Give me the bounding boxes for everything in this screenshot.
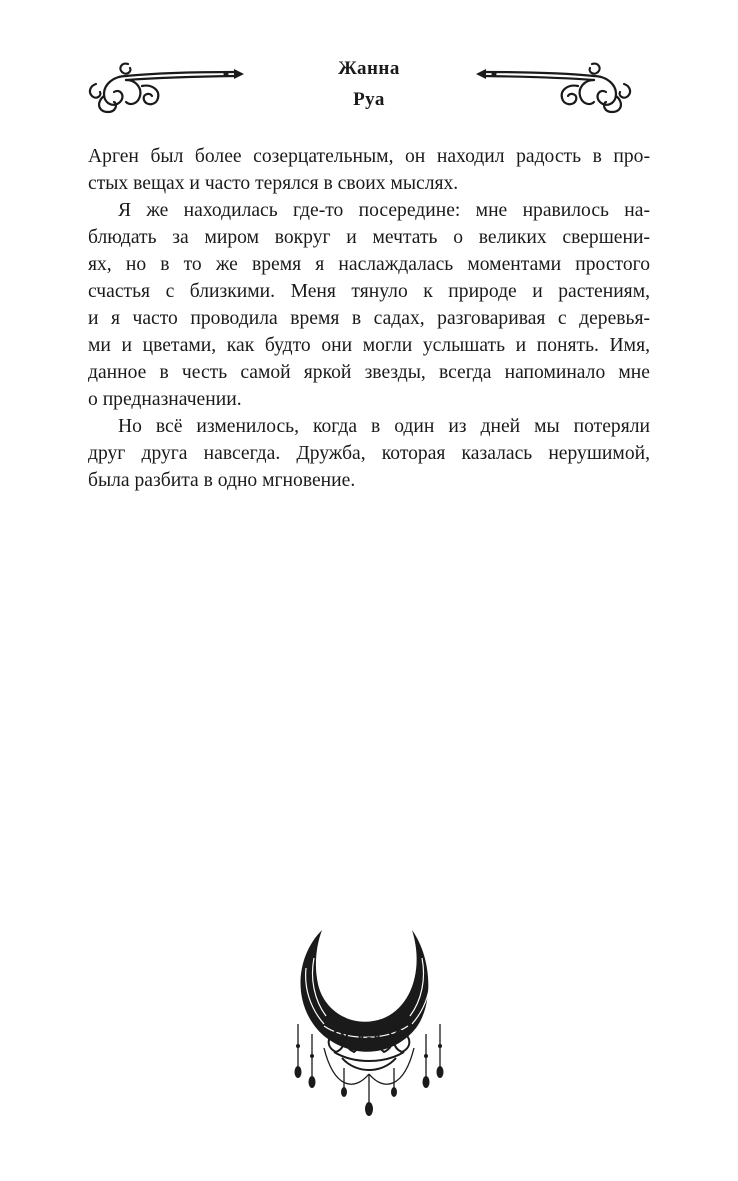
text-line: была разбита в одно мгновение. [88, 470, 356, 491]
text-line: стых вещах и часто терялся в своих мыслях. [88, 173, 459, 194]
paragraph-3 [88, 413, 650, 494]
text-line: Но всё изменилось, когда в один из дней мы потеряли [118, 416, 650, 437]
text-line: ми и цветами, как будто они могли услышать и понять. Имя, [88, 335, 650, 356]
paragraph-1 [88, 143, 650, 197]
right-flourish-icon [474, 56, 634, 118]
paragraph-2 [88, 197, 650, 413]
author-first-name: Жанна [338, 58, 400, 79]
body-text [88, 143, 650, 494]
text-line: о предназначении. [88, 389, 242, 410]
text-line: и я часто проводила время в садах, разговаривая с деревья- [88, 308, 650, 329]
text-line: Я же находилась где-то посередине: мне нравилось на- [118, 200, 650, 221]
author-last-name: Руа [353, 89, 385, 110]
text-line: данное в честь самой яркой звезды, всегда напоминало мне [88, 362, 650, 383]
text-line: Арген был более созерцательным, он находил радость в про- [88, 146, 650, 167]
text-line: счастья с близкими. Меня тянуло к природе и растениям, [88, 281, 650, 302]
text-line: блюдать за миром вокруг и мечтать о великих свершени- [88, 227, 650, 248]
page-header [0, 0, 738, 130]
text-line: ях, но в то же время я наслаждалась моментами простого [88, 254, 650, 275]
text-line: друг друга навсегда. Дружба, которая казалась нерушимой, [88, 443, 650, 464]
crescent-moon-icon [284, 928, 454, 1123]
